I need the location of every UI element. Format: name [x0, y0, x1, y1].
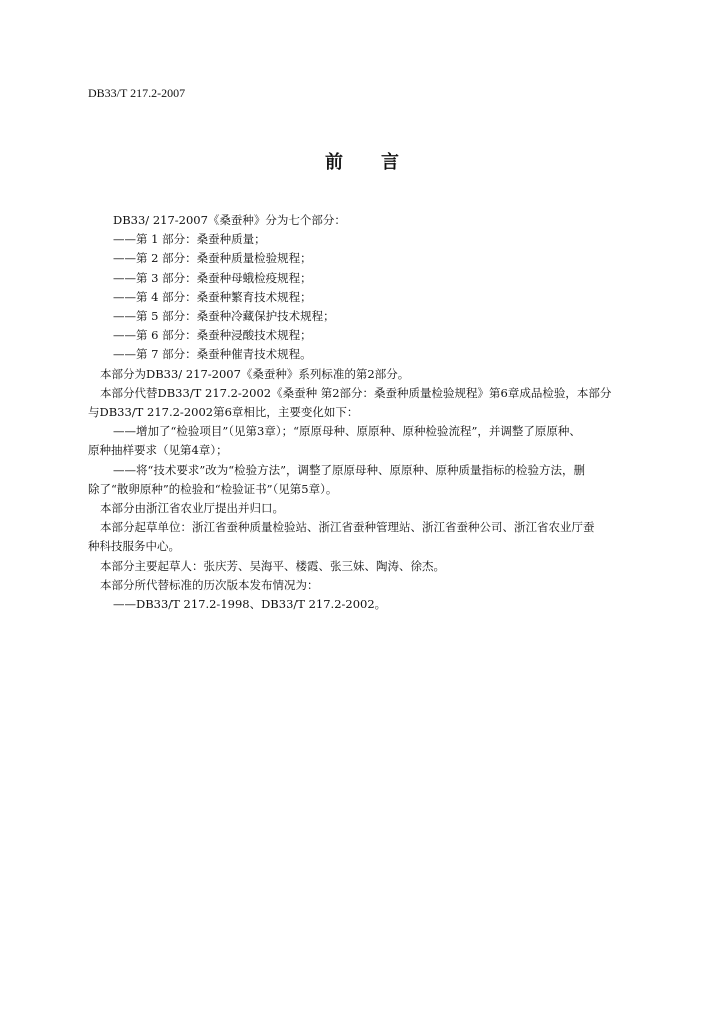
list-item: ——第 4 部分：桑蚕种繁育技术规程； [113, 289, 312, 304]
text-line: DB33/ 217-2007《桑蚕种》分为七个部分： [113, 213, 346, 227]
text-line: 与DB33/T 217.2-2002第6章相比，主要变化如下： [88, 405, 359, 420]
text-line: 原种抽样要求（见第4章）； [88, 443, 228, 458]
standard-code: DB33/T 217.2-2007 [88, 86, 186, 100]
list-item: ——第 6 部分：桑蚕种浸酸技术规程； [113, 328, 312, 343]
list-item: ——DB33/T 217.2-1998、DB33/T 217.2-2002。 [113, 597, 387, 612]
text-line: 除了“散卵原种”的检验和“检验证书”（见第5章）。 [88, 481, 338, 496]
text-line: 本部分由浙江省农业厅提出并归口。 [100, 501, 284, 516]
text-line: 种科技服务中心。 [88, 539, 180, 554]
text-line: 本部分所代替标准的历次版本发布情况为： [100, 577, 319, 592]
text-line: 本部分主要起草人：张庆芳、吴海平、楼霞、张三妹、陶涛、徐杰。 [100, 558, 445, 573]
page-title [0, 148, 724, 174]
text-line: ——将“技术要求”改为“检验方法”，调整了原原母种、原原种、原种质量指标的检验方法，删 [113, 462, 586, 477]
list-item: ——第 5 部分：桑蚕种冷藏保护技术规程； [113, 309, 335, 324]
list-item: ——第 3 部分：桑蚕种母蛾检疫规程； [113, 270, 312, 285]
text-line: ——增加了“检验项目”（见第3章）；“原原母种、原原种、原种检验流程”，并调整了原原种、 [113, 424, 581, 439]
text-line: 本部分为DB33/ 217-2007《桑蚕种》系列标准的第2部分。 [100, 366, 410, 381]
title-char-1: 前 [325, 152, 343, 173]
title-char-2: 言 [381, 152, 399, 173]
list-item: ——第 7 部分：桑蚕种催青技术规程。 [113, 347, 312, 362]
list-item: ——第 1 部分：桑蚕种质量； [113, 232, 266, 247]
list-item: ——第 2 部分：桑蚕种质量检验规程； [113, 251, 312, 266]
text-line: 本部分起草单位：浙江省蚕种质量检验站、浙江省蚕种管理站、浙江省蚕种公司、浙江省农业厅蚕 [100, 520, 595, 535]
text-line: 本部分代替DB33/T 217.2-2002《桑蚕种 第2部分：桑蚕种质量检验规程》第6章成品检验，本部分 [100, 385, 612, 400]
preface-body [88, 211, 658, 614]
